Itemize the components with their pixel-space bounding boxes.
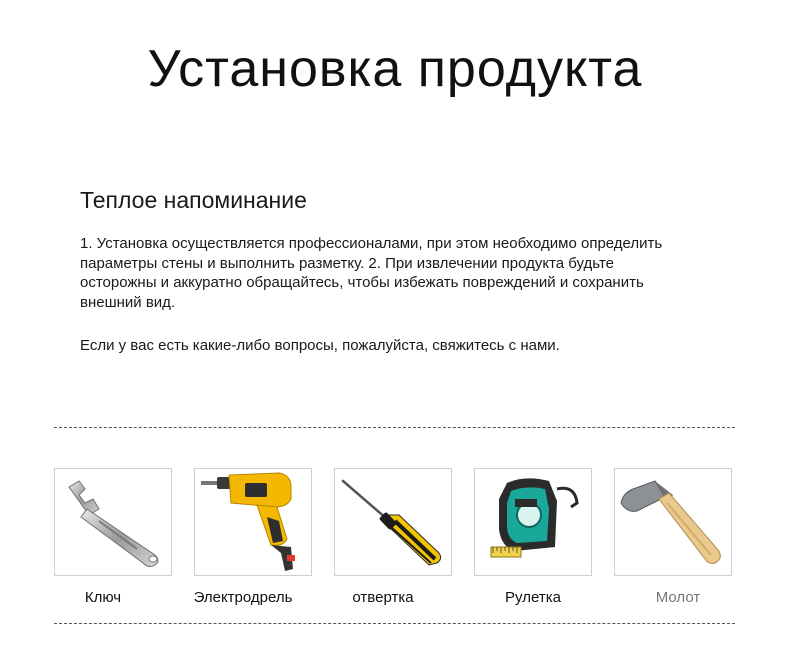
reminder-heading: Теплое напоминание [80, 187, 307, 213]
tool-label-wrench: Ключ [84, 589, 122, 606]
tool-label-drill: Электродрель [193, 589, 293, 606]
hammer-icon [615, 469, 731, 575]
divider-top [54, 427, 735, 428]
tool-label-screwdriver: отвертка [352, 589, 414, 606]
tape-measure-icon [475, 469, 591, 575]
divider-bottom [54, 623, 735, 624]
tool-card-drill [194, 468, 312, 576]
wrench-icon [55, 469, 171, 575]
tool-card-screwdriver [334, 468, 452, 576]
tool-card-hammer [614, 468, 732, 576]
drill-icon [195, 469, 311, 575]
contact-note: Если у вас есть какие-либо вопросы, пожалуйста, свяжитесь с нами. [80, 337, 560, 354]
tool-card-wrench [54, 468, 172, 576]
page-title: Установка продукта [147, 40, 643, 98]
tool-card-tape-measure [474, 468, 592, 576]
tool-label-hammer: Молот [655, 589, 701, 606]
reminder-body-text: 1. Установка осуществляется профессионалами, при этом необходимо определить параметры стены и выполнить разметку. 2. При извлечении продукта будьте осторожны и аккуратно обращайтесь, чтобы избежать повреждений и сохранить внешний вид. [80, 235, 663, 311]
tool-label-tape-measure: Рулетка [505, 589, 561, 606]
screwdriver-icon [335, 469, 451, 575]
